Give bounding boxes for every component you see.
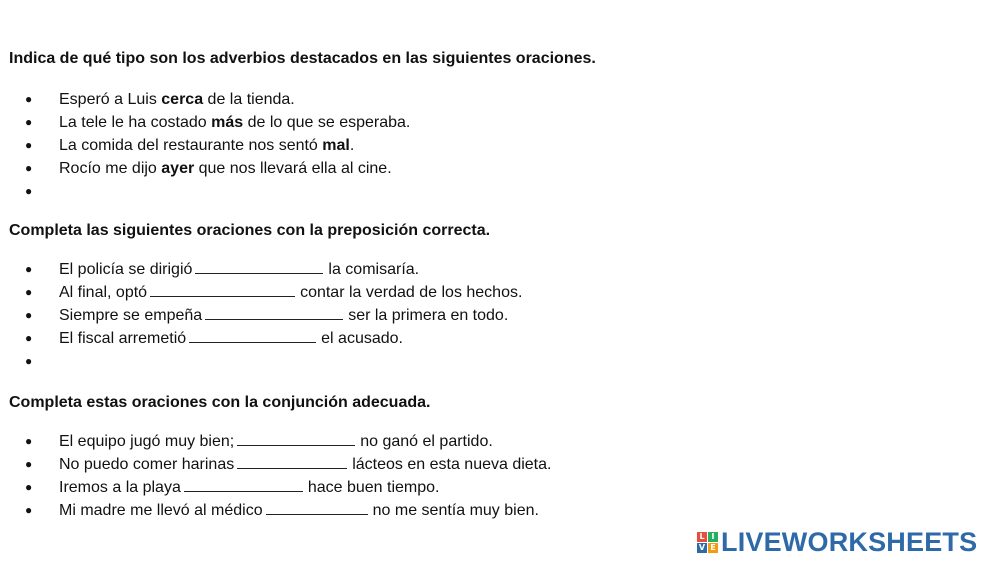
answer-blank[interactable] bbox=[266, 499, 368, 515]
answer-blank[interactable] bbox=[150, 281, 295, 297]
bullet: ● bbox=[25, 92, 33, 106]
sentence: La comida del restaurante nos sentó mal. bbox=[59, 137, 355, 154]
sentence: Siempre se empeña ser la primera en todo. bbox=[59, 304, 508, 327]
sentence: Esperó a Luis cerca de la tienda. bbox=[59, 91, 295, 108]
highlighted-adverb: más bbox=[211, 114, 244, 131]
section2-heading: Completa las siguientes oraciones con la preposición correcta. bbox=[9, 222, 491, 239]
answer-blank[interactable] bbox=[205, 304, 343, 320]
logo-letter: V bbox=[698, 542, 706, 552]
liveworksheets-logo-icon bbox=[697, 532, 718, 553]
bullet: ● bbox=[25, 184, 33, 198]
highlighted-adverb: ayer bbox=[161, 160, 195, 177]
bullet: ● bbox=[25, 354, 33, 368]
logo-letter: E bbox=[708, 543, 718, 553]
answer-blank[interactable] bbox=[189, 327, 316, 343]
liveworksheets-logo bbox=[697, 528, 977, 556]
sentence: Al final, optó contar la verdad de los hechos. bbox=[59, 281, 522, 304]
bullet: ● bbox=[25, 503, 33, 517]
sentence: La tele le ha costado más de lo que se esperaba. bbox=[59, 114, 411, 131]
sentence: Rocío me dijo ayer que nos llevará ella al cine. bbox=[59, 160, 392, 177]
section3-heading: Completa estas oraciones con la conjunción adecuada. bbox=[9, 394, 431, 411]
bullet: ● bbox=[25, 285, 33, 299]
bullet: ● bbox=[25, 161, 33, 175]
logo-letter: L bbox=[697, 532, 707, 542]
sentence: El fiscal arremetió el acusado. bbox=[59, 327, 403, 350]
bullet: ● bbox=[25, 138, 33, 152]
section1-heading: Indica de qué tipo son los adverbios destacados en las siguientes oraciones. bbox=[9, 50, 596, 67]
answer-blank[interactable] bbox=[195, 258, 323, 274]
answer-blank[interactable] bbox=[237, 430, 355, 446]
answer-blank[interactable] bbox=[184, 476, 303, 492]
answer-blank[interactable] bbox=[237, 453, 347, 469]
bullet: ● bbox=[25, 434, 33, 448]
bullet: ● bbox=[25, 480, 33, 494]
bullet: ● bbox=[25, 115, 33, 129]
logo-letter: I bbox=[708, 532, 718, 542]
logo-text: LIVEWORKSHEETS bbox=[721, 526, 978, 557]
sentence: No puedo comer harinas lácteos en esta nueva dieta. bbox=[59, 453, 551, 476]
sentence: Iremos a la playa hace buen tiempo. bbox=[59, 476, 440, 499]
highlighted-adverb: cerca bbox=[161, 91, 204, 108]
sentence: El equipo jugó muy bien; no ganó el partido. bbox=[59, 430, 493, 453]
bullet: ● bbox=[25, 308, 33, 322]
sentence: Mi madre me llevó al médico no me sentía muy bien. bbox=[59, 499, 539, 522]
bullet: ● bbox=[25, 457, 33, 471]
bullet: ● bbox=[25, 331, 33, 345]
highlighted-adverb: mal bbox=[322, 137, 350, 154]
bullet: ● bbox=[25, 262, 33, 276]
sentence: El policía se dirigió la comisaría. bbox=[59, 258, 419, 281]
